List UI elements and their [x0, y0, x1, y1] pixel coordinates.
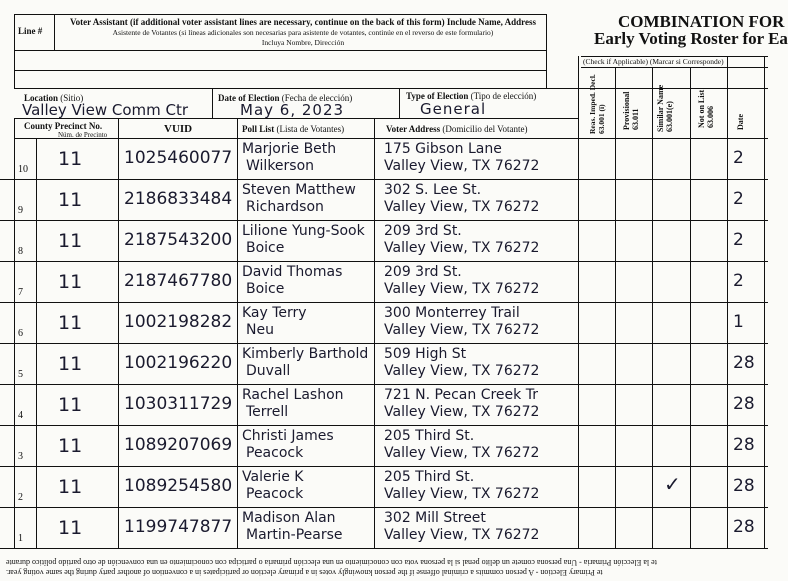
vote-date: 28	[733, 517, 755, 537]
line-number: 5	[18, 369, 23, 380]
voter-last-name: Peacock	[246, 445, 304, 461]
address-line2: Valley View, TX 76272	[384, 486, 540, 502]
address-line2: Valley View, TX 76272	[384, 322, 540, 338]
voter-first-name: Steven Matthew	[242, 182, 356, 198]
vote-date: 1	[733, 312, 744, 332]
address-line1: 302 Mill Street	[384, 510, 486, 526]
address-line2: Valley View, TX 76272	[384, 363, 540, 379]
line-number: 7	[18, 287, 23, 298]
line-number: 8	[18, 246, 23, 257]
date-header: Date	[736, 114, 745, 130]
election-date-value: May 6, 2023	[240, 101, 345, 119]
vuid-value: 1025460077	[124, 148, 233, 168]
address-header: Voter Address	[386, 124, 441, 134]
vuid-value: 2187467780	[124, 271, 233, 291]
line-number: 6	[18, 328, 23, 339]
voter-assistant-label: Voter Assistant (if additional voter assistant lines are necessary, continue on the back of this form) Include Name, Address	[69, 17, 536, 27]
voter-first-name: Christi James	[242, 428, 334, 444]
line-number: 4	[18, 410, 23, 421]
location-value: Valley View Comm Ctr	[22, 101, 189, 119]
vuid-header: VUID	[164, 123, 193, 135]
provisional-header: Provisional 63.011	[622, 91, 640, 130]
vote-date: 2	[733, 189, 744, 209]
precinct-header: County Precinct No.	[24, 121, 103, 131]
vote-date: 28	[733, 476, 755, 496]
location-label-es: (Sitio)	[60, 93, 84, 103]
vuid-value: 1030311729	[124, 394, 233, 414]
address-line2: Valley View, TX 76272	[384, 240, 540, 256]
vuid-value: 1199747877	[124, 517, 233, 537]
precinct-number: 11	[58, 271, 83, 293]
vuid-value: 1089254580	[124, 476, 233, 496]
voter-assistant-label-es: Asistente de Votantes (si líneas adicionales son necesarias para asistente de votantes, continúe en el reverso de este formulario)	[112, 28, 494, 37]
footer-line-1: te la Elección Primaria - Una persona comete un delito penal si la persona vota con conocimiento en una elección primaria o participa con conocimiento en una convención de otro partido político durante	[6, 558, 657, 567]
vote-date: 28	[733, 353, 755, 373]
voter-last-name: Neu	[246, 322, 274, 338]
address-line1: 175 Gibson Lane	[384, 141, 502, 157]
poll-list-header-es: (Lista de Votantes)	[276, 124, 345, 134]
not-on-list-header: Not on List 63.006	[697, 89, 715, 128]
location-label: Location	[24, 93, 59, 103]
voter-last-name: Peacock	[246, 486, 304, 502]
voter-last-name: Duvall	[246, 363, 291, 379]
address-line2: Valley View, TX 76272	[384, 199, 540, 215]
voter-first-name: Kay Terry	[242, 305, 307, 321]
voter-first-name: Valerie K	[242, 469, 304, 485]
voter-last-name: Martin-Pearse	[246, 527, 343, 543]
vuid-value: 1002196220	[124, 353, 233, 373]
vote-date: 2	[733, 230, 744, 250]
precinct-number: 11	[58, 148, 83, 170]
voter-last-name: Terrell	[246, 404, 289, 420]
precinct-number: 11	[58, 394, 83, 416]
address-line2: Valley View, TX 76272	[384, 281, 540, 297]
line-number: 1	[18, 533, 23, 544]
precinct-number: 11	[58, 435, 83, 457]
voter-first-name: Rachel Lashon	[242, 387, 344, 403]
vote-date: 28	[733, 394, 755, 414]
vuid-value: 1002198282	[124, 312, 233, 332]
line-number: 10	[18, 164, 28, 175]
legal-footer	[0, 546, 768, 581]
check-applicable-label: (Check if Applicable) (Marcar si Corresponde)	[583, 57, 724, 66]
address-line2: Valley View, TX 76272	[384, 527, 540, 543]
reas-imped-header: Reas. Imped. Decl. 63.001 (i)	[588, 74, 606, 134]
precinct-header-es: Núm. de Precinto	[58, 131, 108, 139]
precinct-number: 11	[58, 230, 83, 252]
address-header-es: (Domicilio del Votante)	[442, 124, 528, 134]
line-number: 2	[18, 492, 23, 503]
voter-first-name: Kimberly Barthold	[242, 346, 369, 362]
form-title-line2: Early Voting Roster for Ea	[594, 29, 788, 48]
voter-first-name: Marjorie Beth	[242, 141, 337, 157]
address-line2: Valley View, TX 76272	[384, 445, 540, 461]
precinct-number: 11	[58, 476, 83, 498]
vuid-value: 2187543200	[124, 230, 233, 250]
precinct-number: 11	[58, 189, 83, 211]
line-number: 3	[18, 451, 23, 462]
footer-line-2: te Primary Election - A person commits a criminal offense if the person knowingly votes in a primary election or participates in a convention of another party during the same voting year.	[6, 568, 603, 577]
election-date-label-es: (Fecha de elección)	[281, 93, 353, 103]
address-line1: 300 Monterrey Trail	[384, 305, 520, 321]
form-title-line1: COMBINATION FOR	[618, 12, 785, 31]
address-line1: 721 N. Pecan Creek Tr	[384, 387, 538, 403]
similar-name-header: Similar Name 63.001(e)	[656, 84, 674, 132]
precinct-number: 11	[58, 312, 83, 334]
voter-last-name: Wilkerson	[246, 158, 315, 174]
election-type-label-es: (Tipo de elección)	[470, 91, 537, 101]
voter-first-name: Lilione Yung-Sook	[242, 223, 365, 239]
similar-name-check[interactable]: ✓	[664, 472, 681, 496]
voter-last-name: Boice	[246, 240, 285, 256]
address-line2: Valley View, TX 76272	[384, 158, 540, 174]
voter-first-name: Madison Alan	[242, 510, 336, 526]
address-line2: Valley View, TX 76272	[384, 404, 540, 420]
address-line1: 209 3rd St.	[384, 223, 462, 239]
address-line1: 302 S. Lee St.	[384, 182, 482, 198]
vuid-value: 2186833484	[124, 189, 233, 209]
line-number-label: Line #	[18, 26, 43, 36]
poll-list-header: Poll List	[242, 124, 275, 134]
election-date-label: Date of Election	[218, 93, 280, 103]
voter-first-name: David Thomas	[242, 264, 343, 280]
address-line1: 509 High St	[384, 346, 467, 362]
vote-date: 2	[733, 271, 744, 291]
address-line1: 209 3rd St.	[384, 264, 462, 280]
precinct-number: 11	[58, 353, 83, 375]
address-line1: 205 Third St.	[384, 469, 475, 485]
vuid-value: 1089207069	[124, 435, 233, 455]
vote-date: 28	[733, 435, 755, 455]
election-type-label: Type of Election	[406, 91, 469, 101]
election-type-value: General	[420, 100, 487, 118]
voter-assistant-label-es2: Incluya Nombre, Dirección	[261, 38, 345, 47]
voter-last-name: Boice	[246, 281, 285, 297]
line-number: 9	[18, 205, 23, 216]
precinct-number: 11	[58, 517, 83, 539]
voter-last-name: Richardson	[246, 199, 324, 215]
vote-date: 2	[733, 148, 744, 168]
address-line1: 205 Third St.	[384, 428, 475, 444]
